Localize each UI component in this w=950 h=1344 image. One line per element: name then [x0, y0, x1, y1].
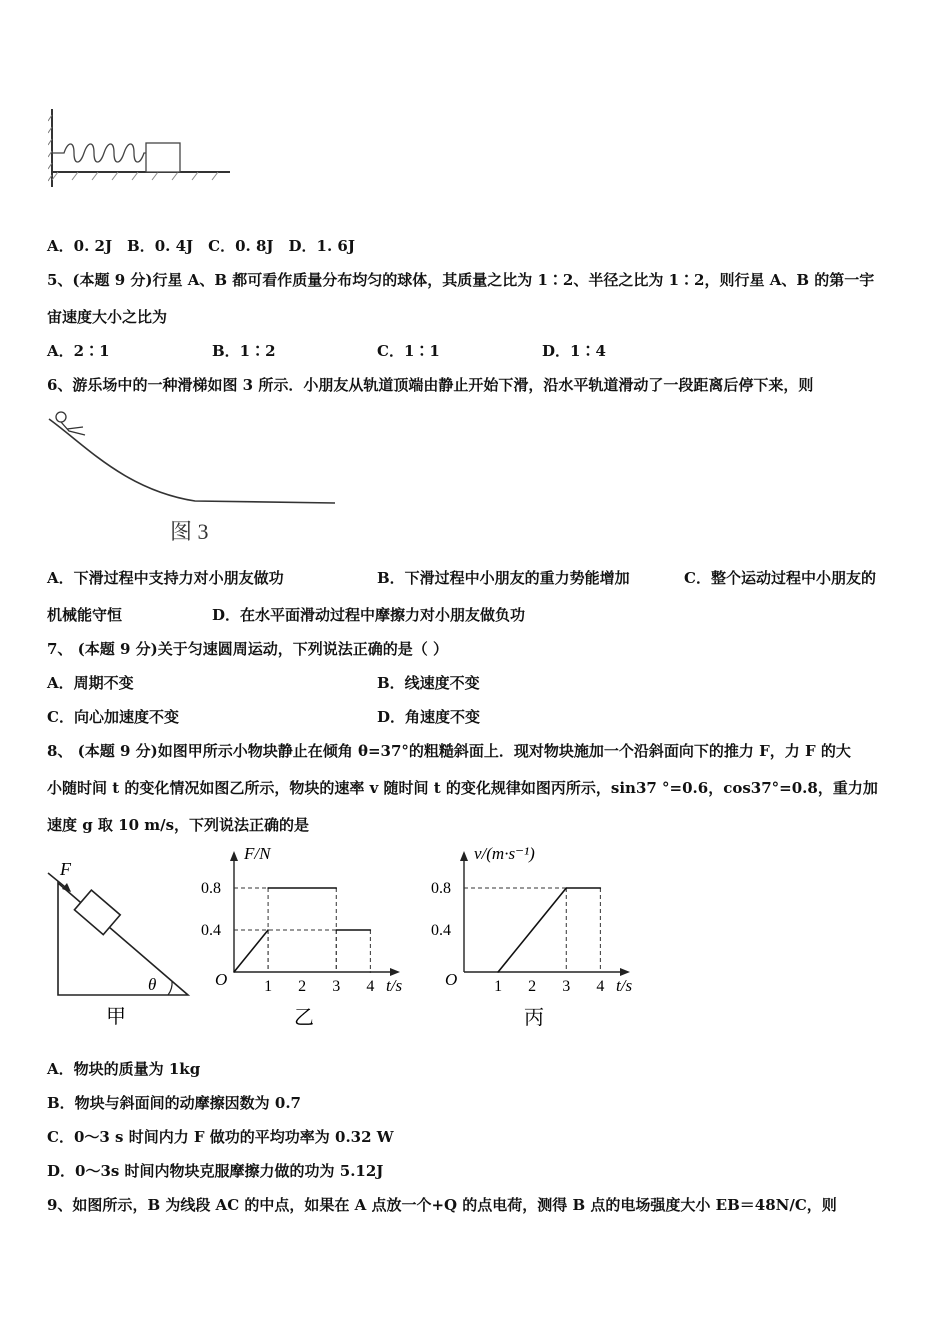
q8-option-c: C．0～3 s 时间内力 F 做功的平均功率为 0.32 W: [47, 1128, 394, 1146]
q7-option-d: D．角速度不变: [377, 708, 481, 726]
data-point: [267, 929, 269, 931]
spring-block-figure: [48, 105, 233, 195]
y-axis-arrow: [230, 851, 238, 861]
angle-label: θ: [148, 975, 157, 994]
q5-stem-line2: 宙速度大小之比为: [47, 308, 168, 326]
q5-option-a: A．2∶1: [47, 342, 110, 360]
data-point: [335, 929, 337, 931]
spring: [52, 144, 146, 162]
chart-caption: 乙: [294, 1007, 314, 1029]
origin-label: O: [445, 970, 458, 989]
x-tick-label: 3: [562, 978, 571, 995]
data-point: [370, 971, 372, 973]
data-point: [497, 971, 499, 973]
x-tick-label: 2: [528, 978, 537, 995]
x-axis-arrow: [620, 968, 630, 976]
figure3-caption: 图 3: [170, 519, 209, 544]
y-tick-label: 0.8: [201, 880, 221, 897]
q4-options: A．0. 2J B．0. 4J C．0. 8J D．1. 6J: [47, 237, 355, 255]
data-point: [600, 887, 602, 889]
chart-caption: 丙: [524, 1007, 544, 1029]
y-axis-label: F/N: [244, 844, 271, 863]
q5-option-d: D．1∶4: [542, 342, 606, 360]
y-axis-label: v/(m·s⁻¹): [474, 844, 535, 863]
q8-stem-line3: 速度 g 取 10 m/s，下列说法正确的是: [47, 816, 310, 834]
x-tick-label: 4: [366, 978, 375, 995]
incline-block: [74, 890, 120, 934]
series-segment: [498, 888, 566, 972]
q6-option-b: B．下滑过程中小朋友的重力势能增加: [377, 569, 630, 587]
q7-stem: 7、 (本题 9 分)关于匀速圆周运动，下列说法正确的是（ ）: [47, 640, 448, 658]
data-point: [335, 887, 337, 889]
x-axis-label: t/s: [616, 976, 633, 995]
child-body: [61, 422, 85, 435]
y-tick-label: 0.4: [201, 922, 221, 939]
q5-option-b: B．1∶2: [212, 342, 276, 360]
q6-option-d: D．在水平面滑动过程中摩擦力对小朋友做负功: [212, 606, 526, 624]
q5-option-c: C．1∶1: [377, 342, 440, 360]
data-point: [267, 887, 269, 889]
origin-label: O: [215, 970, 228, 989]
q6-option-a: A．下滑过程中支持力对小朋友做功: [47, 569, 284, 587]
q6-option-c-part1: C．整个运动过程中小朋友的: [684, 569, 876, 587]
block: [146, 143, 180, 172]
x-tick-label: 3: [332, 978, 341, 995]
slide-track: [49, 419, 335, 503]
incline-figure-jia: [40, 855, 200, 1030]
q6-stem: 6、游乐场中的一种滑梯如图 3 所示．小朋友从轨道顶端由静止开始下滑，沿水平轨道滑动了一段距离后停下来，则: [47, 376, 814, 394]
force-label: F: [60, 859, 71, 879]
y-tick-label: 0.8: [431, 880, 451, 897]
x-tick-label: 1: [494, 978, 503, 995]
series-segment: [234, 930, 268, 972]
q8-option-b: B．物块与斜面间的动摩擦因数为 0.7: [47, 1094, 301, 1112]
q9-stem: 9、如图所示，B 为线段 AC 的中点，如果在 A 点放一个+Q 的点电荷，测得 B 点的电场强度大小 EB＝48N/C，则: [47, 1196, 837, 1214]
q7-option-c: C．向心加速度不变: [47, 708, 179, 726]
q8-stem-line1: 8、 (本题 9 分)如图甲所示小物块静止在倾角 θ=37°的粗糙斜面上．现对物块施加一个沿斜面向下的推力 F，力 F 的大: [47, 742, 851, 760]
x-tick-label: 4: [596, 978, 605, 995]
q5-stem-line1: 5、(本题 9 分)行星 A、B 都可看作质量分布均匀的球体，其质量之比为 1∶2、半径之比为 1∶2，则行星 A、B 的第一宇: [47, 271, 875, 289]
q8-option-d: D．0～3s 时间内物块克服摩擦力做的功为 5.12J: [47, 1162, 384, 1180]
q8-option-a: A．物块的质量为 1kg: [47, 1060, 201, 1078]
x-tick-label: 2: [298, 978, 307, 995]
q7-option-b: B．线速度不变: [377, 674, 480, 692]
x-axis-arrow: [390, 968, 400, 976]
slide-figure: [45, 405, 345, 550]
q7-option-a: A．周期不变: [47, 674, 134, 692]
data-point: [565, 887, 567, 889]
chart-velocity-time: [430, 840, 645, 1030]
floor-hatch: [52, 172, 218, 180]
data-point: [233, 971, 235, 973]
angle-arc: [168, 981, 172, 995]
x-tick-label: 1: [264, 978, 273, 995]
q6-option-c-part2: 机械能守恒: [47, 606, 123, 624]
q8-stem-line2: 小随时间 t 的变化情况如图乙所示，物块的速率 v 随时间 t 的变化规律如图丙所示，sin37 °=0.6，cos37°=0.8，重力加: [47, 779, 878, 797]
chart-force-time: [200, 840, 415, 1030]
incline-triangle: [58, 883, 188, 995]
y-tick-label: 0.4: [431, 922, 451, 939]
child-head: [56, 412, 66, 422]
y-axis-arrow: [460, 851, 468, 861]
x-axis-label: t/s: [386, 976, 403, 995]
caption-jia: 甲: [106, 1006, 126, 1028]
data-point: [370, 929, 372, 931]
